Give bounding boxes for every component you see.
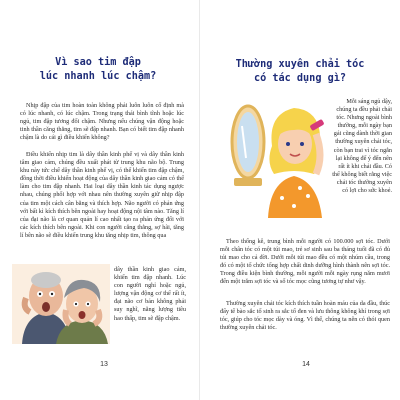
left-paragraph-1: Nhịp đập của tim hoàn toàn không phải luôn luôn cố định mà có lúc nhanh, có lúc chậm. Trong trạng thái bình tĩnh hoặc lúc ngủ, tim đập tương đối chậm. Nhưng nếu chúng vận động hoặc tinh thần căng thẳng, tim sẽ đập nhanh. Bạn có biết tim đập nhanh chậm là do cái gì điều khiển không? [20,102,184,142]
left-paragraph-2: Điều khiển nhịp tim là dây thần kinh phế vị và dây thần kinh tâm giao cảm, chúng đều xuất phát từ trung khu não bộ. Trung khu này tức chế dây thần kinh phế vị, có thể khiến tim đập chậm, đồng thời điều khiển hoạt động của dây thần kinh giao cảm có thể làm cho tim đập nhanh. Hai loại dây thần kinh tác dụng ngược nhau, chúng phối hợp với nhau nên thường xuyên giữ nhịp đập của tim một cách cân bằng và thích hợp. Não người có phản ứng với bất kì kích thích bên ngoài hay hoạt động nội tâm nào. Tăng lí của đại não là cơ quan quản lí cao nhất tạo ra phản ứng đối với các kích thích bên ngoài. Khi con người căng thẳng, sợ hãi, tăng lí bên não sẽ điều khiển trung khu tăng nhịp tim, thông qua [20,151,184,239]
right-page-title [200,58,400,86]
right-page-number: 14 [302,361,310,368]
right-page [200,0,400,400]
scared-people-illustration [12,264,110,344]
right-paragraph-2: Theo thống kê, trung bình mỗi người có 100.000 sợi tóc. Dưới mỗi chân tóc có một túi mao, trẻ sơ sinh sau ba tháng tuổi đã có đủ túi mao cho cả đời. Dưới mỗi túi mao đều có một nhúm cầu, trong đó có một tổ chức tổng hợp chất dinh dưỡng hình thành nên sợi tóc. Trong điều kiện bình thường, mỗi người mỗi ngày rụng năm mươi đến một trăm sợi tóc và số tóc mọc cũng tương tự như vậy. [220,238,390,286]
right-title-line-1: Thường xuyên chải tóc [235,59,365,70]
left-title-line-1: Vì sao tim đập [55,57,141,68]
left-paragraph-3: dây thần kinh giao cảm, khiến tim đập nhanh. Lúc con người nghỉ hoặc ngủ, lượng vận động cơ thể rất ít, đại não cơ bản không phải suy nghĩ, năng lượng tiêu hao thấp, tim sẽ đập chậm. [114,266,186,322]
girl-combing-hair-illustration [224,96,328,218]
right-paragraph-1: Mỗi sáng ngủ dậy, chúng ta đều phải chải tóc. Nhưng ngoài bình thường, mỗi ngày bạn gái cũng dành thời gian thường xuyên chải tóc, còn bạn trai vì tóc ngắn lại không để ý đến nên rất ít khi chải đầu. Có thể không biết rằng việc chải tóc thường xuyên có lợi cho sức khoẻ. [332,98,392,195]
right-title-line-2: có tác dụng gì? [253,73,346,84]
right-paragraph-3: Thường xuyên chải tóc kích thích tuần hoàn máu của da đầu, thúc đẩy tế bào sắc tố sinh ra sắc tố đen và lưu thông không khí trong sợi tóc, giúp cho tóc mọc dày và óng. Vì thế, chúng ta nên có thói quen thường xuyên chải tóc. [220,300,390,332]
left-page-number: 13 [100,361,108,368]
left-title-line-2: lúc nhanh lúc chậm? [39,71,157,82]
left-page-title [0,56,198,84]
